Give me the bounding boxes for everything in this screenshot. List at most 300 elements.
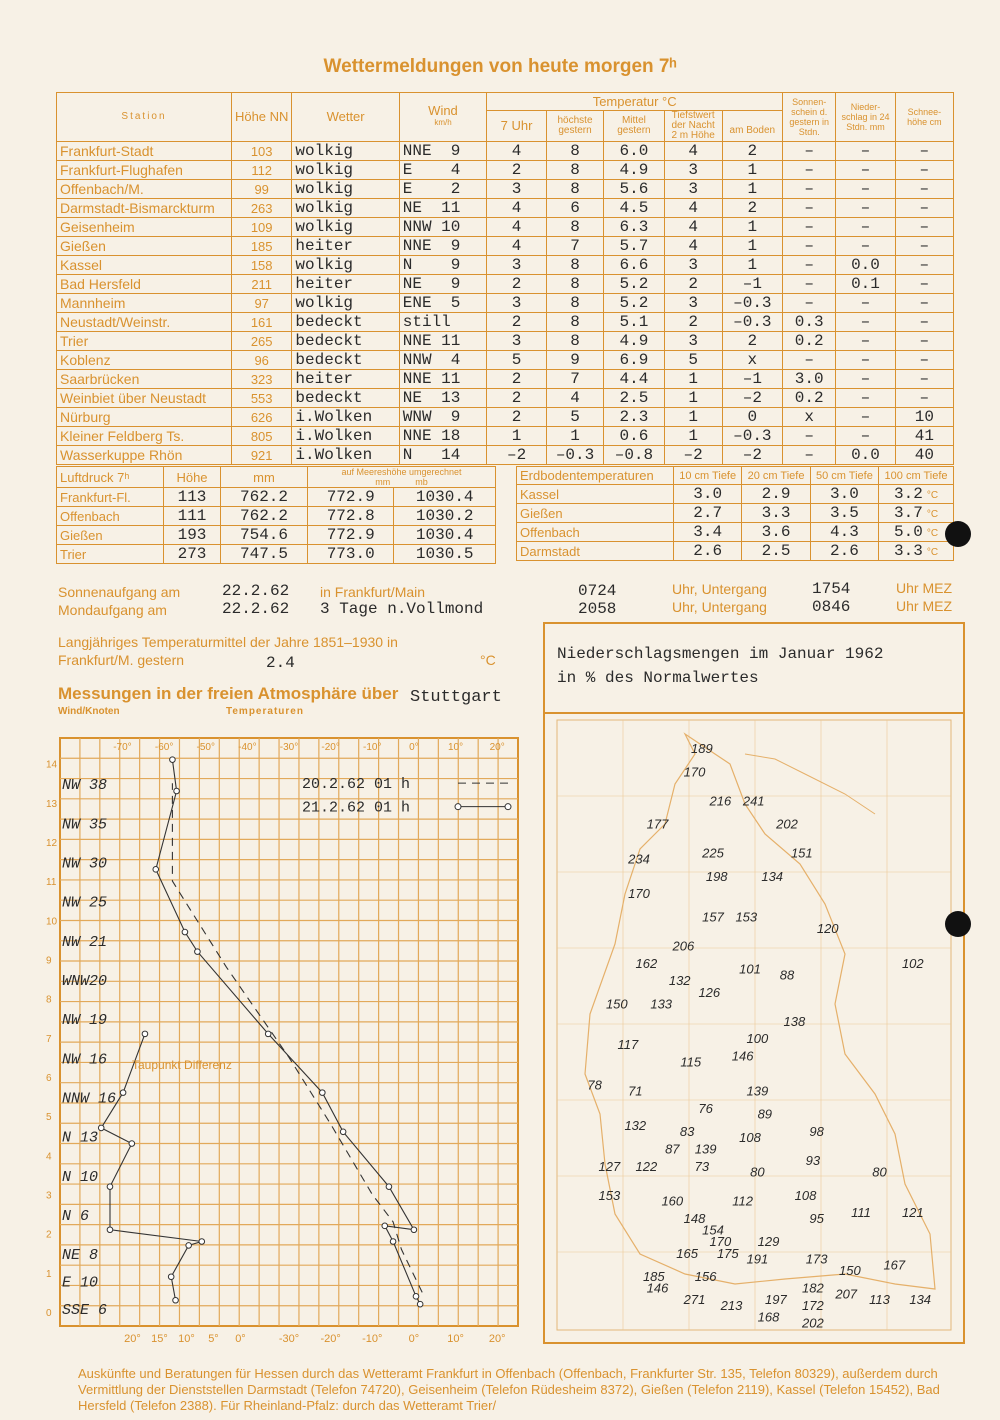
sonne-label: Sonnenaufgang am: [58, 584, 181, 600]
erdboden-unit: °C: [926, 528, 939, 539]
station-name: Geisenheim: [57, 218, 232, 237]
bottom-tick-right: 20°: [488, 1333, 506, 1345]
map-value: 78: [587, 1077, 602, 1093]
station-wind: NE 13: [399, 389, 486, 408]
station-sonne: –: [783, 199, 836, 218]
station-t2m: 4: [664, 237, 722, 256]
map-value: 165: [676, 1245, 698, 1261]
wind-label: NW 21: [62, 933, 108, 951]
station-hoch: 8: [546, 180, 603, 199]
table-row: [57, 180, 954, 199]
table-row: [57, 545, 496, 564]
data-point: [390, 1239, 396, 1245]
map-value: 138: [783, 1013, 806, 1029]
mond-datum: 22.2.62: [222, 600, 290, 618]
luftdruck-mb: 1030.2: [394, 507, 496, 526]
hoehe-header: Höhe NN: [231, 93, 291, 142]
top-tick: -50°: [196, 742, 215, 753]
chart-frame: [60, 738, 518, 1326]
map-value: 98: [809, 1124, 824, 1139]
erdboden-ort: Darmstadt: [517, 542, 674, 561]
sonne-untergang-label: Uhr, Untergang: [672, 581, 767, 597]
table-row: [57, 446, 954, 465]
station-schnee: –: [895, 275, 953, 294]
station-nn: 265: [231, 332, 291, 351]
data-point: [142, 1031, 148, 1037]
atmo-ort: Stuttgart: [410, 688, 502, 707]
station-wind: N 14: [399, 446, 486, 465]
table-row: [57, 408, 954, 427]
station-t7: 1: [487, 427, 547, 446]
langjaehrig-line2: Frankfurt/M. gestern: [58, 652, 185, 668]
station-table: [56, 92, 954, 465]
table-row: [517, 504, 954, 523]
atmo-sub-temp: Temperaturen: [226, 706, 304, 717]
bottom-tick-right: -30°: [278, 1333, 300, 1345]
erdboden-d20: 3.3: [742, 504, 810, 523]
erdboden-unit: °C: [926, 509, 939, 520]
station-t2m: 3: [664, 180, 722, 199]
luftdruck-mb: 1030.5: [394, 545, 496, 564]
data-point: [120, 1090, 126, 1096]
map-value: 146: [646, 1280, 669, 1296]
map-value: 157: [702, 909, 724, 925]
station-sonne: –: [783, 256, 836, 275]
station-boden: 1: [722, 218, 783, 237]
station-nn: 553: [231, 389, 291, 408]
data-point: [413, 1294, 419, 1300]
erdboden-d20: 2.9: [742, 485, 810, 504]
station-t7: 2: [487, 389, 547, 408]
map-value: 172: [802, 1298, 824, 1313]
wind-label: NE 8: [62, 1247, 99, 1265]
wind-label: N 6: [62, 1208, 90, 1226]
y-tick: 1: [46, 1268, 52, 1280]
table-row: [57, 142, 954, 161]
station-sonne: 3.0: [783, 370, 836, 389]
data-point: [107, 1227, 113, 1233]
station-boden: –2: [722, 446, 783, 465]
station-t7: 2: [487, 161, 547, 180]
map-value: 113: [869, 1292, 890, 1308]
map-value: 150: [605, 996, 628, 1012]
station-name: Darmstadt-Bismarckturm: [57, 199, 232, 218]
station-nied: –: [836, 313, 895, 332]
station-name: Kassel: [57, 256, 232, 275]
station-name: Kleiner Feldberg Ts.: [57, 427, 232, 446]
map-value: 151: [790, 845, 813, 861]
station-hoch: 7: [546, 370, 603, 389]
station-schnee: –: [895, 370, 953, 389]
map-value: 108: [739, 1129, 761, 1145]
station-nied: –: [836, 370, 895, 389]
atmosphere-chart: [40, 728, 530, 1348]
station-nn: 921: [231, 446, 291, 465]
bottom-tick-right: -10°: [362, 1333, 383, 1345]
station-schnee: –: [895, 256, 953, 275]
map-value: 225: [702, 845, 724, 861]
map-value: 80: [750, 1164, 765, 1180]
map-value: 168: [757, 1309, 780, 1325]
erdboden-rows: [517, 485, 954, 561]
table-row: [57, 427, 954, 446]
station-mittel: 6.0: [604, 142, 665, 161]
y-tick: 0: [46, 1308, 52, 1319]
station-wind: NE 11: [399, 199, 486, 218]
data-point: [199, 1239, 205, 1245]
station-t7: 4: [487, 142, 547, 161]
table-row: [57, 218, 954, 237]
station-wind: NE 9: [399, 275, 486, 294]
series-line: [156, 760, 420, 1304]
station-t2m: 2: [664, 313, 722, 332]
station-wetter: i.Wolken: [292, 408, 399, 427]
station-hoch: 4: [546, 389, 603, 408]
station-schnee: 10: [895, 408, 953, 427]
station-nn: 626: [231, 408, 291, 427]
map-value: 83: [679, 1124, 695, 1139]
station-name: Saarbrücken: [57, 370, 232, 389]
map-value: 87: [665, 1141, 680, 1157]
luftdruck-ort: Frankfurt-Fl.: [57, 488, 164, 507]
erdboden-d100: [879, 504, 954, 523]
station-sonne: 0.3: [783, 313, 836, 332]
station-wetter: wolkig: [292, 142, 399, 161]
station-name: Wasserkuppe Rhön: [57, 446, 232, 465]
sonne-mez: Uhr MEZ: [896, 580, 952, 596]
data-point: [320, 1090, 326, 1096]
wind-label: NW 16: [62, 1051, 108, 1069]
station-name: Neustadt/Weinstr.: [57, 313, 232, 332]
map-value: 132: [668, 973, 691, 989]
y-tick: 11: [46, 877, 57, 889]
map-value: 71: [628, 1083, 643, 1099]
station-hoch: 8: [546, 275, 603, 294]
erdboden-d50: 2.6: [810, 542, 878, 561]
station-hoch: 6: [546, 199, 603, 218]
map-title-2: in % des Normalwertes: [557, 669, 759, 687]
top-tick: -30°: [279, 742, 299, 753]
station-schnee: –: [895, 142, 953, 161]
station-schnee: 40: [895, 446, 953, 465]
station-t2m: 3: [664, 161, 722, 180]
station-boden: –0.3: [722, 313, 783, 332]
station-t2m: 3: [664, 294, 722, 313]
map-value: 126: [698, 984, 721, 1000]
table-row: [57, 488, 496, 507]
data-point: [186, 1243, 192, 1249]
station-t2m: 3: [664, 256, 722, 275]
footer-text: Auskünfte und Beratungen für Hessen durch das Wetteramt Frankfurt in Offenbach (Offenbach, Frankfurter Str. 135, Telefon 80329), außerdem durch Vermittlung der Dienststellen Darmstadt (Telefon 74720), Geisenheim (Telefon Rüdesheim 8372), Gießen (Telefon 2119), Kassel (Telefon 15452), Bad Hersfeld (Telefon 2388). Für Rheinland-Pfalz: durch das Wetteramt Trier/: [78, 1366, 940, 1413]
station-name: Nürburg: [57, 408, 232, 427]
station-t7: 2: [487, 275, 547, 294]
legend-date-2: 21.2.62 01 h: [302, 799, 411, 817]
station-mittel: 2.3: [604, 408, 665, 427]
map-value: 89: [757, 1106, 773, 1122]
top-tick: -20°: [321, 742, 340, 753]
station-boden: –0.3: [722, 427, 783, 446]
map-value: 80: [872, 1164, 887, 1180]
luftdruck-hoehe: 193: [164, 526, 221, 545]
erdboden-d50: 3.0: [810, 485, 878, 504]
station-t7: 2: [487, 408, 547, 427]
station-wetter: bedeckt: [292, 332, 399, 351]
erdboden-d10: 2.6: [674, 542, 742, 561]
erdboden-d10: 2.7: [674, 504, 742, 523]
station-hoch: 8: [546, 161, 603, 180]
station-nn: 185: [231, 237, 291, 256]
erdboden-d100: [879, 523, 954, 542]
erdboden-d10: 3.4: [674, 523, 742, 542]
station-nied: –: [836, 161, 895, 180]
bottom-tick-left: 15°: [151, 1333, 168, 1345]
map-value: 132: [624, 1118, 647, 1134]
station-mittel: 5.2: [604, 275, 665, 294]
station-nied: –: [836, 294, 895, 313]
nieder-header: Nieder-schlag in 24 Stdn. mm: [836, 93, 895, 142]
luftdruck-rows: [57, 488, 496, 564]
map-value: 213: [720, 1298, 743, 1313]
y-tick: 4: [46, 1151, 52, 1163]
map-value: 182: [802, 1280, 824, 1296]
station-t2m: 1: [664, 370, 722, 389]
map-value: 76: [698, 1100, 713, 1116]
map-value: 175: [716, 1245, 739, 1261]
series-line: [101, 1034, 202, 1300]
station-boden: 1: [722, 237, 783, 256]
map-value: 93: [805, 1153, 821, 1168]
legend-marker: [455, 804, 461, 810]
station-boden: 2: [722, 199, 783, 218]
station-name: Weinbiet über Neustadt: [57, 389, 232, 408]
data-point: [174, 788, 180, 794]
table-row: [57, 256, 954, 275]
station-t7: –2: [487, 446, 547, 465]
erdboden-d100-value: 3.7: [894, 504, 923, 522]
station-hoch: 8: [546, 218, 603, 237]
erdboden-d50: 4.3: [810, 523, 878, 542]
langjaehrig-line1: Langjähriges Temperaturmittel der Jahre 1851–1930 in: [58, 634, 398, 650]
map-value: 117: [617, 1037, 639, 1052]
station-name: Trier: [57, 332, 232, 351]
station-nied: –: [836, 408, 895, 427]
station-schnee: –: [895, 351, 953, 370]
map-value: 133: [650, 996, 673, 1012]
station-t2m: 3: [664, 332, 722, 351]
station-sonne: –: [783, 180, 836, 199]
station-nied: 0.1: [836, 275, 895, 294]
data-point: [417, 1301, 423, 1307]
station-wind: NNE 9: [399, 237, 486, 256]
map-value: 189: [691, 741, 713, 757]
wind-label: NNW 16: [62, 1090, 117, 1108]
station-wind: NNW 10: [399, 218, 486, 237]
map-value: 122: [635, 1158, 658, 1174]
table-row: [517, 542, 954, 561]
atmo-title: Messungen in der freien Atmosphäre über: [58, 684, 399, 703]
station-mittel: 0.6: [604, 427, 665, 446]
station-hoch: 8: [546, 142, 603, 161]
wind-label: NW 30: [62, 855, 108, 873]
map-value: 162: [635, 955, 658, 971]
station-t7: 4: [487, 199, 547, 218]
station-name: Frankfurt-Flughafen: [57, 161, 232, 180]
station-boden: 0: [722, 408, 783, 427]
erdboden-ort: Offenbach: [517, 523, 674, 542]
bottom-tick-right: 10°: [447, 1333, 464, 1345]
station-boden: –1: [722, 370, 783, 389]
map-value: 120: [816, 921, 839, 936]
station-sonne: –: [783, 294, 836, 313]
map-value: 173: [805, 1251, 828, 1267]
station-nn: 99: [231, 180, 291, 199]
station-name: Offenbach/M.: [57, 180, 232, 199]
y-tick: 6: [46, 1072, 52, 1084]
station-sonne: –: [783, 275, 836, 294]
table-row: [57, 389, 954, 408]
station-wind: NNE 9: [399, 142, 486, 161]
station-rows: [57, 142, 954, 465]
table-row: [57, 370, 954, 389]
table-row: [57, 526, 496, 545]
map-value: 153: [598, 1187, 621, 1203]
station-schnee: –: [895, 237, 953, 256]
map-title-1: Niederschlagsmengen im Januar 1962: [557, 645, 884, 663]
station-t2m: –2: [664, 446, 722, 465]
erdboden-d20: 2.5: [742, 542, 810, 561]
erdboden-table: [516, 466, 954, 561]
station-wetter: i.Wolken: [292, 446, 399, 465]
map-value: 202: [776, 816, 798, 832]
legend-marker: [505, 804, 511, 810]
station-nn: 805: [231, 427, 291, 446]
station-schnee: –: [895, 294, 953, 313]
station-hoch: 8: [546, 332, 603, 351]
station-name: Koblenz: [57, 351, 232, 370]
sonne-aufgang: 0724: [578, 582, 617, 600]
mond-untergang-label: Uhr, Untergang: [672, 599, 767, 615]
erdboden-d20: 3.6: [742, 523, 810, 542]
erdboden-title: Erdbodentemperaturen: [517, 467, 674, 485]
table-row: [57, 294, 954, 313]
station-schnee: –: [895, 161, 953, 180]
data-point: [168, 1274, 174, 1280]
map-value: 271: [683, 1292, 706, 1308]
mond-untergang: 0846: [812, 598, 851, 616]
station-schnee: –: [895, 313, 953, 332]
station-name: Bad Hersfeld: [57, 275, 232, 294]
wind-label: WNW20: [62, 973, 108, 991]
station-nied: –: [836, 389, 895, 408]
luftdruck-table: [56, 466, 496, 564]
bottom-tick-right: 0°: [408, 1333, 420, 1345]
table-row: [57, 161, 954, 180]
station-schnee: –: [895, 218, 953, 237]
station-wind: NNW 4: [399, 351, 486, 370]
station-sonne: x: [783, 408, 836, 427]
station-t7: 2: [487, 313, 547, 332]
erdboden-d10-header: 10 cm Tiefe: [674, 467, 742, 485]
station-mittel: 4.4: [604, 370, 665, 389]
erdboden-d100-header: 100 cm Tiefe: [879, 467, 954, 485]
station-nn: 103: [231, 142, 291, 161]
mond-info: 3 Tage n.Vollmond: [320, 600, 484, 618]
station-t2m: 4: [664, 199, 722, 218]
luftdruck-hoehe-header: Höhe: [164, 467, 221, 488]
sonne-datum: 22.2.62: [222, 582, 290, 600]
map-value: 191: [746, 1251, 769, 1267]
data-point: [170, 757, 176, 763]
map-value: 95: [809, 1211, 824, 1226]
temperatur-header: Temperatur °C: [487, 93, 783, 111]
station-hoch: 8: [546, 313, 603, 332]
data-point: [173, 1297, 179, 1303]
station-t2m: 4: [664, 218, 722, 237]
station-sonne: –: [783, 427, 836, 446]
map-value: 207: [835, 1286, 858, 1302]
map-value: 139: [694, 1141, 717, 1157]
station-wind: N 9: [399, 256, 486, 275]
erdboden-d10: 3.0: [674, 485, 742, 504]
erdboden-ort: Kassel: [517, 485, 674, 504]
data-point: [382, 1223, 388, 1229]
bottom-tick-left: 20°: [124, 1333, 141, 1345]
station-wind: NNE 11: [399, 332, 486, 351]
map-value: 101: [739, 961, 761, 977]
map-value: 198: [705, 868, 728, 884]
data-point: [182, 929, 188, 935]
data-point: [153, 867, 159, 873]
station-nn: 263: [231, 199, 291, 218]
erdboden-d20-header: 20 cm Tiefe: [742, 467, 810, 485]
station-mittel: 5.7: [604, 237, 665, 256]
map-value: 167: [883, 1257, 906, 1273]
station-schnee: 41: [895, 427, 953, 446]
station-boden: x: [722, 351, 783, 370]
top-tick: -60°: [154, 742, 174, 753]
map-value: 170: [628, 886, 650, 902]
map-value: 206: [672, 938, 695, 954]
erdboden-d100-value: 3.2: [894, 485, 923, 503]
map-value: 129: [757, 1234, 780, 1250]
map-value: 170: [683, 764, 706, 780]
station-wetter: heiter: [292, 370, 399, 389]
taupunkt-label: Taupunkt Differenz: [132, 1058, 232, 1073]
station-nn: 323: [231, 370, 291, 389]
table-row: [57, 237, 954, 256]
station-boden: –0.3: [722, 294, 783, 313]
station-nied: 0.0: [836, 256, 895, 275]
luftdruck-mm: 762.2: [221, 488, 308, 507]
luftdruck-mm: 754.6: [221, 526, 308, 545]
luftdruck-hoehe: 111: [164, 507, 221, 526]
data-point: [265, 1031, 271, 1037]
station-schnee: –: [895, 332, 953, 351]
station-mittel: 5.6: [604, 180, 665, 199]
station-name: Mannheim: [57, 294, 232, 313]
station-wetter: heiter: [292, 237, 399, 256]
erdboden-d100: [879, 542, 954, 561]
mond-mez: Uhr MEZ: [896, 598, 952, 614]
station-mittel: 5.2: [604, 294, 665, 313]
station-boden: –2: [722, 389, 783, 408]
station-mittel: 6.3: [604, 218, 665, 237]
station-t7: 3: [487, 256, 547, 275]
map-value: 185: [642, 1269, 665, 1284]
station-wetter: wolkig: [292, 180, 399, 199]
y-tick: 7: [46, 1033, 52, 1045]
station-mittel: 5.1: [604, 313, 665, 332]
